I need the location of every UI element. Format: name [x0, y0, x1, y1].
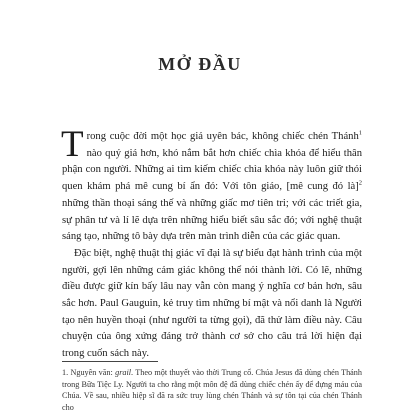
footnote-prefix: Nguyên văn: — [70, 368, 113, 377]
footnote-reference-1[interactable]: 1 — [358, 129, 362, 137]
drop-cap: T — [61, 124, 84, 165]
footnote-reference-2[interactable]: 2 — [358, 179, 362, 187]
footnote-number: 1. — [62, 368, 69, 377]
footnote-text: . Theo một thuyết vào thời Trung cổ. Chúa Jesus đã dùng chén Thánh trong Bữa Tiệc Ly. Người ta cho rằng một môn đệ đã dùng chiếc chén ấy để đựng máu của Chúa. Về sau, nhiều hiệp sĩ đã ra sức truy lùng chén Thánh và sự tôn tại của chén Thánh cho — [62, 368, 362, 413]
paragraph-1-text: rong cuộc đời một học giả uyên bác, không chiếc chén Thánh — [86, 131, 359, 142]
chapter-title: MỞ ĐẦU — [158, 54, 242, 75]
paragraph-2 — [62, 246, 362, 363]
paragraph-1 — [61, 124, 362, 246]
footnote — [62, 367, 362, 414]
footnote-term: grail — [115, 368, 132, 377]
body-text — [61, 124, 362, 363]
paragraph-1-text-continued: nào quý giá hơn, khó nắm bắt hơn chiếc chìa khóa để hiểu thân phận con người. Những ai tìm kiếm chiếc chìa khóa này luôn giữ thói quen khám phá mê cung bí ẩn đó: Với tôn giáo, [mê cung đó là] — [62, 147, 362, 193]
paragraph-2-text: Đặc biệt, nghệ thuật thị giác vĩ đại là sự biểu đạt hành trình của một người, gợi lên những cảm giác không thể nói thành lời. Có lẽ, những điều được giữ kín bấy lâu nay vẫn còn mang ý nghĩa cơ bản hơn, sâu sắc hơn. Paul Gauguin, kẻ truy tìm những bí mật và nổi danh là Người tạo nên huyền thoại (như người ta từng gọi), đã thử làm điều này. Câu chuyện của ông xứng đáng trở thành cơ sở cho câu trả lời hiện đại trong cuốn sách này. — [62, 247, 362, 360]
paragraph-1-text-end: những thần thoại sáng thế và những giấc mơ tiên tri; với các triết gia, sự phân tư và lí lẽ dựa trên những hiểu biết sâu sắc đó; với nghệ thuật sáng tạo, những tô bày dựa trên màn trình diễn của các giác quan. — [62, 197, 362, 243]
footnote-divider — [62, 361, 158, 362]
